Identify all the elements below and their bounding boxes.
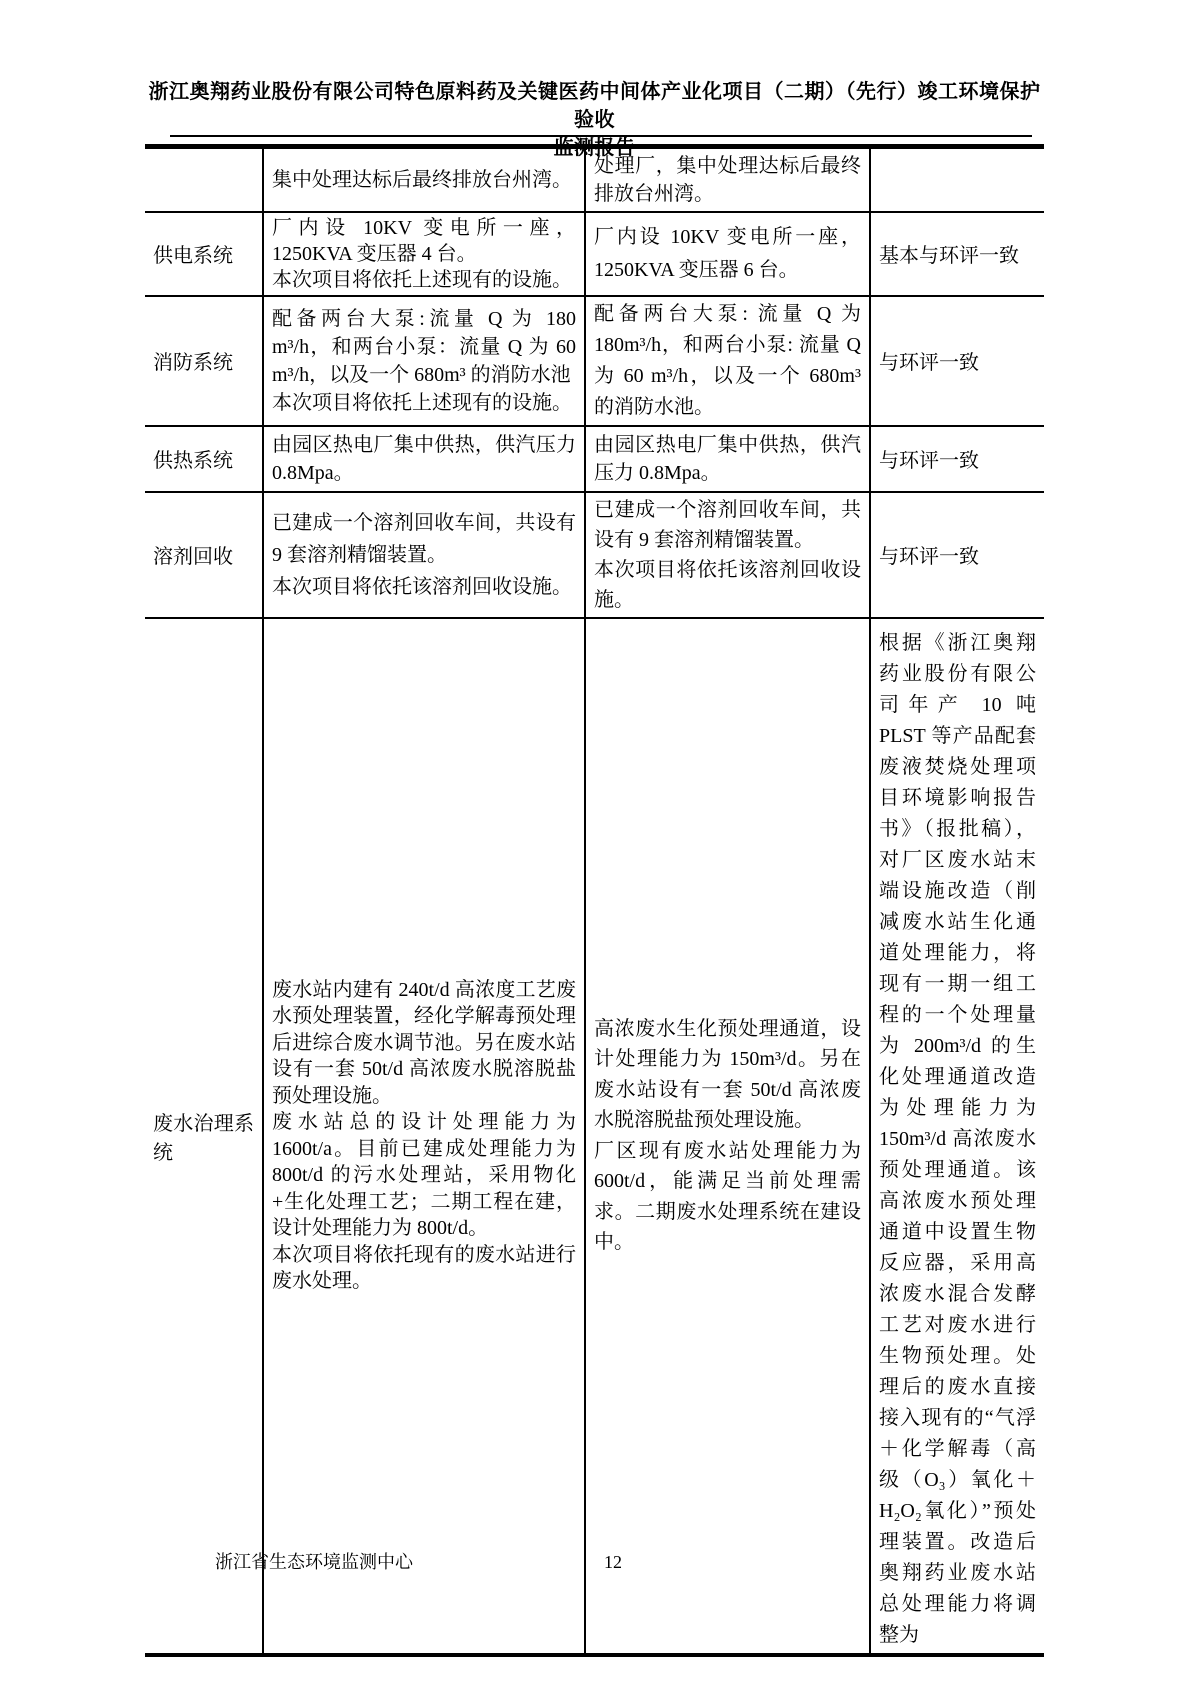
eia-design-cell: 配备两台大泵:流量 Q 为 180 m³/h，和两台小泵：流量 Q 为 60 m³/h，以及一个 680m³ 的消防水池 本次项目将依托上述现有的设施。 [263,296,585,426]
actual-construction-cell: 由园区热电厂集中供热，供汽压力 0.8Mpa。 [585,426,870,492]
report-title-line1: 浙江奥翔药业股份有限公司特色原料药及关键医药中间体产业化项目（二期）（先行）竣工环境保护验收 [148,81,1041,131]
footer-organization: 浙江省生态环境监测中心 [215,1552,413,1572]
comparison-table [145,144,1044,1657]
eia-design-cell: 由园区热电厂集中供热，供汽压力 0.8Mpa。 [263,426,585,492]
row-label-cell: 溶剂回收 [145,492,263,618]
footer-page-number: 12 [604,1552,622,1572]
comparison-cell: 与环评一致 [870,426,1044,492]
row-label-cell: 消防系统 [145,296,263,426]
eia-design-cell: 集中处理达标后最终排放台州湾。 [263,147,585,212]
comparison-cell: 基本与环评一致 [870,212,1044,296]
table-row-solvent-recovery [145,492,1044,618]
comparison-cell: 与环评一致 [870,492,1044,618]
row-label-cell: 供热系统 [145,426,263,492]
report-title-line2: 监测报告 [553,137,636,159]
actual-construction-cell: 高浓废水生化预处理通道，设计处理能力为 150m³/d。另在废水站设有一套 50t/d 高浓废水脱溶脱盐预处理设施。 厂区现有废水站处理能力为 600t/d，能满足当前处理需求。二期废水处理系统在建设中。 [585,618,870,1655]
row-label-cell [145,147,263,212]
comparison-cell: 与环评一致 [870,296,1044,426]
comparison-cell [870,147,1044,212]
actual-construction-cell: 配备两台大泵: 流量 Q 为 180m³/h，和两台小泵: 流量 Q 为 60 m³/h，以及一个 680m³ 的消防水池。 [585,296,870,426]
actual-construction-cell: 处理厂，集中处理达标后最终排放台州湾。 [585,147,870,212]
table-row-wastewater-treatment [145,618,1044,1655]
eia-design-cell: 厂内设 10KV 变电所一座，1250KVA 变压器 4 台。 本次项目将依托上述现有的设施。 [263,212,585,296]
eia-design-cell: 已建成一个溶剂回收车间，共设有 9 套溶剂精馏装置。 本次项目将依托该溶剂回收设施。 [263,492,585,618]
table-row-heat-supply [145,426,1044,492]
actual-construction-cell: 厂内设 10KV 变电所一座，1250KVA 变压器 6 台。 [585,212,870,296]
comparison-cell: 根据《浙江奥翔药业股份有限公司年产 10 吨 PLST 等产品配套废液焚烧处理项目环境影响报告书》（报批稿），对厂区废水站末端设施改造（削减废水站生化通道处理能力，将现有一期一组工程的一个处理量为 200m³/d 的生化处理通道改造为处理能力为 150m³/d 高浓废水预处理通道。该高浓废水预处理通道中设置生物反应器，采用高浓废水混合发酵工艺对废水进行生物预处理。处理后的废水直接接入现有的“气浮＋化学解毒（高级（O₃）氧化＋H₂O₂氧化）”预处理装置。改造后奥翔药业废水站总处理能力将调整为 [870,618,1044,1655]
eia-design-cell: 废水站内建有 240t/d 高浓度工艺废水预处理装置，经化学解毒预处理后进综合废水调节池。另在废水站设有一套 50t/d 高浓废水脱溶脱盐预处理设施。 废水站总的设计处理能力为 1600t/a。目前已建成处理能力为 800t/d 的污水处理站，采用物化+生化处理工艺；二期工程在建，设计处理能力为 800t/d。 本次项目将依托现有的废水站进行废水处理。 [263,618,585,1655]
table-row-fire-protection [145,296,1044,426]
table-row-power-supply [145,212,1044,296]
table-row-continuation [145,147,1044,212]
header-rule [170,135,1032,137]
actual-construction-cell: 已建成一个溶剂回收车间，共设有 9 套溶剂精馏装置。 本次项目将依托该溶剂回收设施。 [585,492,870,618]
row-label-cell: 供电系统 [145,212,263,296]
row-label-cell: 废水治理系统 [145,618,263,1655]
